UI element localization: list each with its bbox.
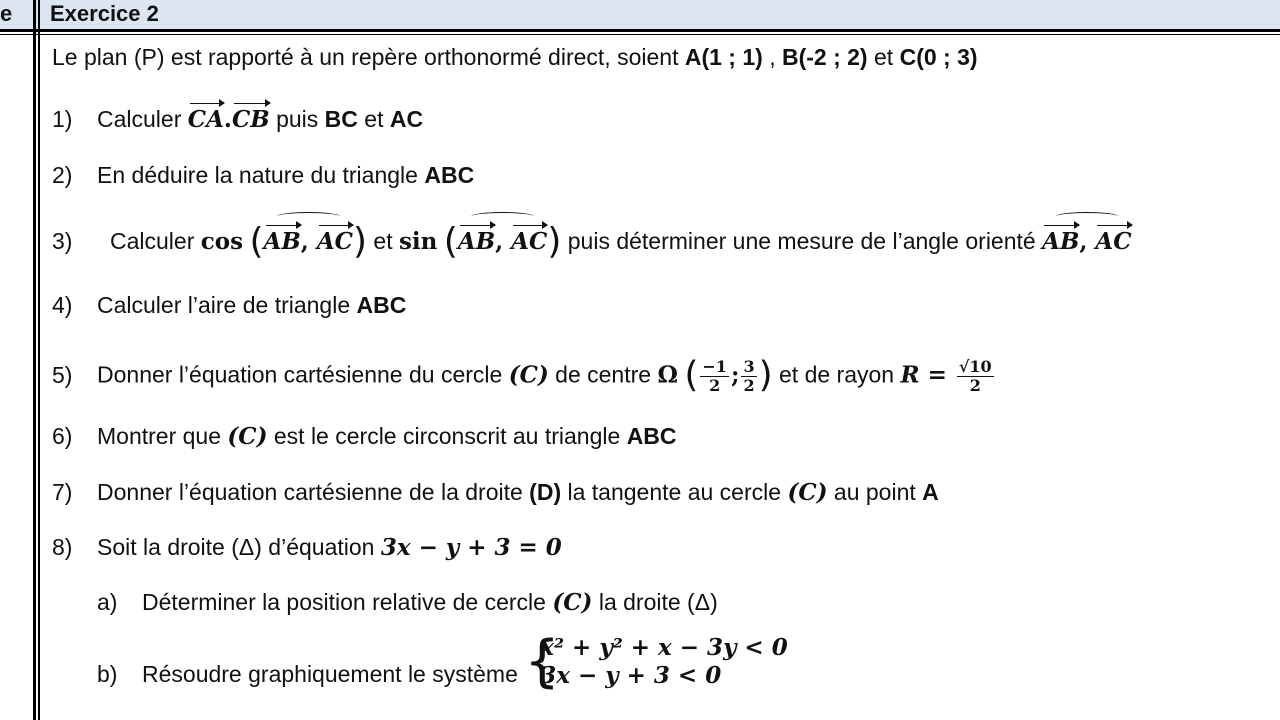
column-border-inner [38, 0, 40, 720]
subquestion-a: a) Déterminer la position relative de cercle (C) la droite (Δ) [97, 589, 718, 616]
question-5: 5) Donner l’équation cartésienne du cercle (C) de centre Ω ( $\frac{-1}{2}$ ; $\frac{3}{2}$ ) et de rayon R = $\frac{√10}{2}$ [52, 354, 992, 396]
question-2: 2) En déduire la nature du triangle ABC [52, 162, 475, 188]
column-border-outer [33, 0, 36, 720]
question-1: 1) Calculer CA.CB puis BC et AC [52, 106, 424, 133]
subquestion-b: b) Résoudre graphiquement le système { x² + y² + x − 3y < 0 3x − y + 3 < 0 [97, 628, 788, 694]
question-8: 8) Soit la droite (Δ) d’équation 3x − y + 3 = 0 [52, 534, 562, 561]
inequality-system: { x² + y² + x − 3y < 0 3x − y + 3 < 0 [524, 628, 788, 694]
exercise-header-bar [0, 0, 1280, 29]
question-4: 4) Calculer l’aire de triangle ABC [52, 292, 407, 318]
previous-column-header-fragment: e [0, 1, 13, 26]
header-divider-bottom [0, 34, 1280, 35]
question-3: 3) Calculer cos ( AB, AC) et sin ( AB, AC) puis déterminer une mesure de l’angle orienté AB, AC [52, 226, 1132, 257]
question-7: 7) Donner l’équation cartésienne de la droite (D) la tangente au cercle (C) au point A [52, 479, 939, 506]
intro-statement: Le plan (P) est rapporté à un repère orthonormé direct, soient A(1 ; 1) , B(-2 ; 2) et C(0 ; 3) [52, 44, 978, 70]
question-6: 6) Montrer que (C) est le cercle circonscrit au triangle ABC [52, 423, 677, 450]
header-divider-top [0, 29, 1280, 32]
exercise-title: Exercice 2 [50, 1, 159, 26]
